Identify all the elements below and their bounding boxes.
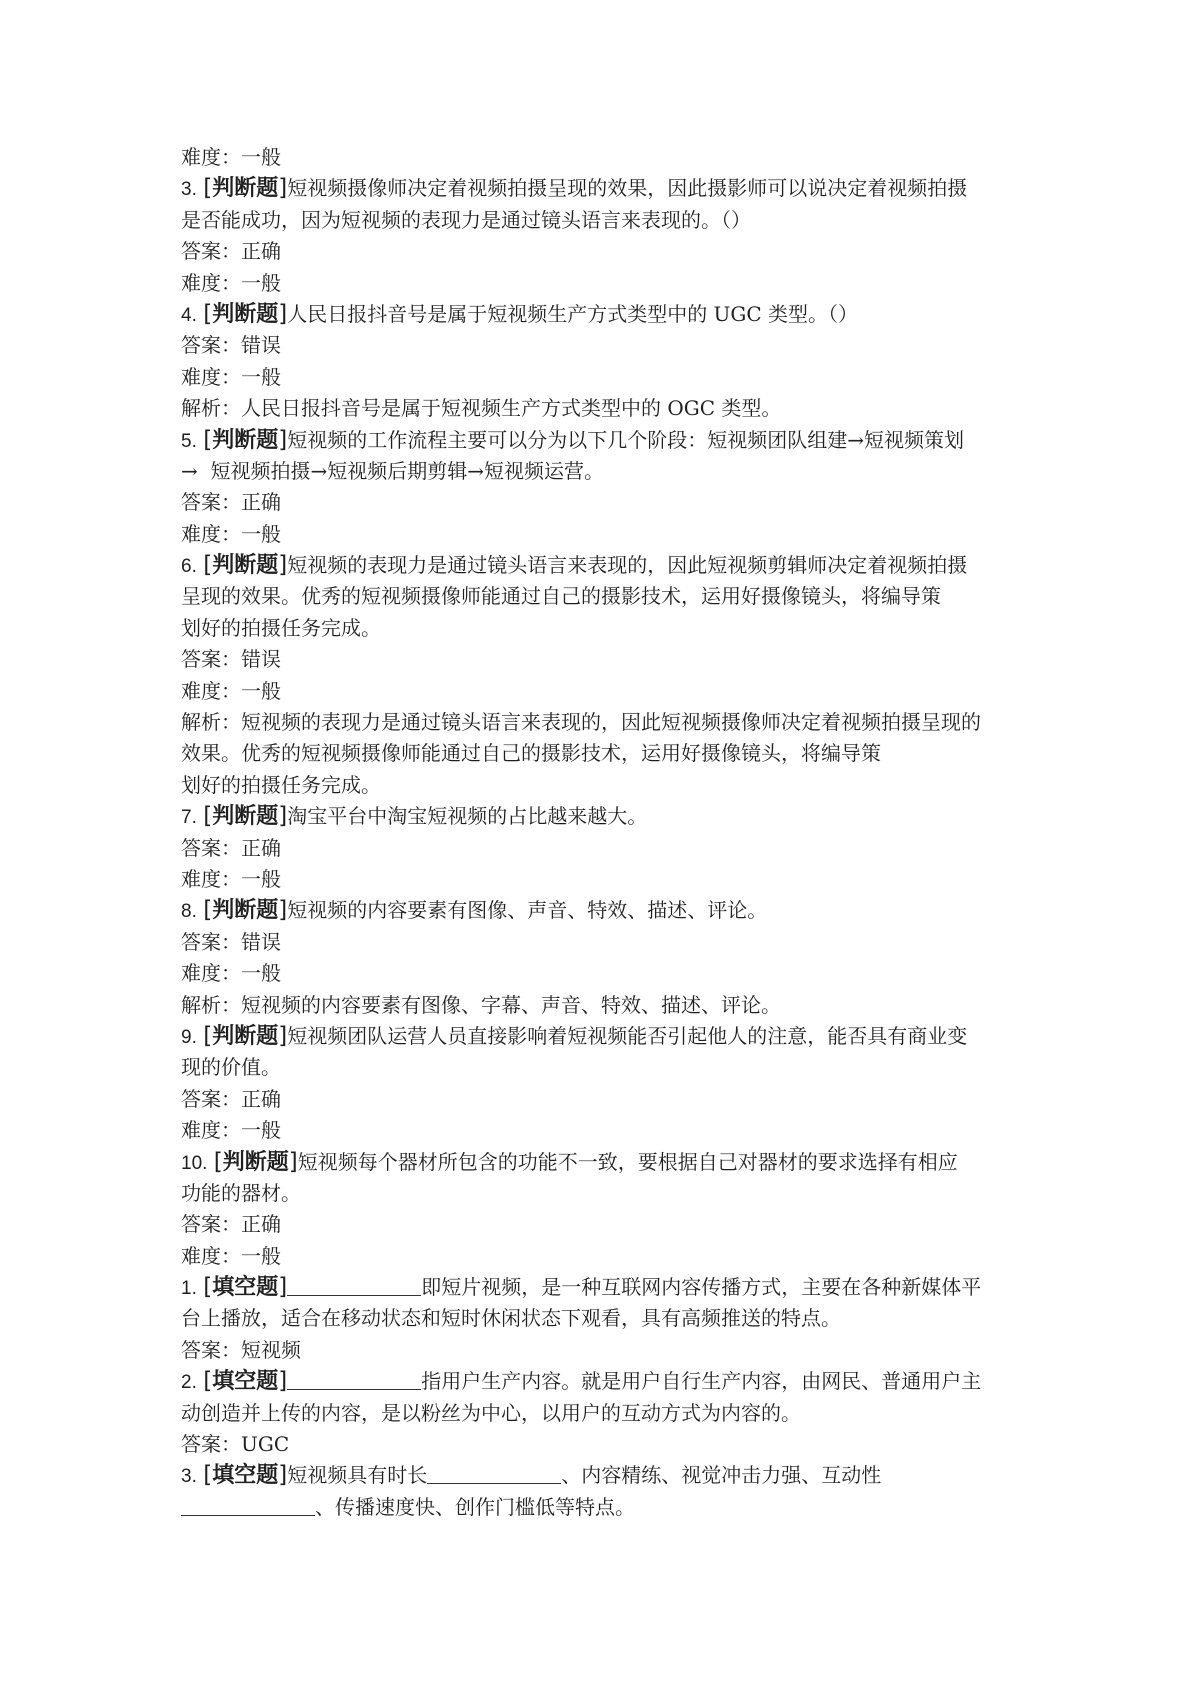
continuation-text: 效果。优秀的短视频摄像师能通过自己的摄影技术，运用好摄像镜头，将编导策 <box>181 741 881 766</box>
continuation-line <box>181 581 1021 612</box>
continuation-line <box>181 613 1021 644</box>
question-line <box>181 1147 1021 1178</box>
question-number: 8. <box>181 901 197 923</box>
info-text: 解析：短视频的内容要素有图像、字幕、声音、特效、描述、评论。 <box>181 992 781 1017</box>
question-line <box>181 1366 1021 1397</box>
info-line <box>181 1335 1021 1366</box>
question-text: 短视频具有时长 <box>287 1463 428 1488</box>
question-text: 淘宝平台中淘宝短视频的占比越来越大。 <box>287 804 648 829</box>
bracket-open: [ <box>203 1274 213 1301</box>
bracket-open: [ <box>213 1148 223 1175</box>
continuation-line <box>181 770 1021 801</box>
continuation-text: 划好的拍摄任务完成。 <box>181 772 381 797</box>
info-line <box>181 707 1021 738</box>
info-line <box>181 362 1021 393</box>
info-text: 答案：正确 <box>181 490 281 515</box>
info-line <box>181 142 1021 173</box>
question-number: 10. <box>181 1152 208 1174</box>
bracket-open: [ <box>203 1368 213 1395</box>
bracket-open: [ <box>203 803 213 830</box>
bracket-close: ] <box>278 175 288 202</box>
question-number: 7. <box>181 807 197 829</box>
question-text-cont: 、内容精练、视觉冲击力强、互动性 <box>561 1463 882 1488</box>
bracket-open: [ <box>203 426 213 453</box>
question-line <box>181 1021 1021 1052</box>
question-line <box>181 895 1021 926</box>
question-number: 5. <box>181 430 197 452</box>
continuation-line <box>181 1303 1021 1334</box>
info-text: 答案：错误 <box>181 647 281 672</box>
info-line <box>181 644 1021 675</box>
bracket-open: [ <box>203 175 213 202</box>
continuation-text: → 短视频拍摄→短视频后期剪辑→短视频运营。 <box>181 458 604 483</box>
question-type: 判断题 <box>212 427 279 453</box>
question-text: 短视频的内容要素有图像、声音、特效、描述、评论。 <box>287 898 768 923</box>
info-text: 答案：错误 <box>181 929 281 954</box>
question-line <box>181 1460 1021 1491</box>
info-line <box>181 393 1021 424</box>
bracket-close: ] <box>288 1148 298 1175</box>
info-text: 难度：一般 <box>181 1243 281 1268</box>
info-text: 难度：一般 <box>181 866 281 891</box>
continuation-text: 动创造并上传的内容，是以粉丝为中心，以用户的互动方式为内容的。 <box>181 1400 801 1425</box>
continuation-text: 功能的器材。 <box>181 1180 301 1205</box>
question-list <box>181 142 1021 1523</box>
bracket-close: ] <box>278 1022 288 1049</box>
question-number: 1. <box>181 1278 197 1300</box>
question-number: 3. <box>181 1466 197 1488</box>
continuation-line <box>181 1492 1021 1523</box>
question-line <box>181 1272 1021 1303</box>
question-type: 填空题 <box>212 1463 279 1489</box>
question-number: 2. <box>181 1372 197 1394</box>
info-line <box>181 487 1021 518</box>
bracket-close: ] <box>278 426 288 453</box>
bracket-close: ] <box>278 897 288 924</box>
continuation-text: 呈现的效果。优秀的短视频摄像师能通过自己的摄影技术，运用好摄像镜头，将编导策 <box>181 584 941 609</box>
question-type: 填空题 <box>212 1369 279 1395</box>
info-text: 答案：UGC <box>181 1432 290 1457</box>
info-text: 答案：正确 <box>181 1086 281 1111</box>
answer-blank <box>287 1273 421 1296</box>
continuation-text: 台上播放，适合在移动状态和短时休闲状态下观看，具有高频推送的特点。 <box>181 1306 841 1331</box>
question-type: 判断题 <box>212 301 279 327</box>
info-text: 难度：一般 <box>181 1118 281 1143</box>
info-text: 答案：短视频 <box>181 1337 301 1362</box>
question-type: 判断题 <box>212 553 279 579</box>
info-line <box>181 1209 1021 1240</box>
continuation-text: 现的价值。 <box>181 1055 281 1080</box>
info-text: 难度：一般 <box>181 961 281 986</box>
info-text: 难度：一般 <box>181 364 281 389</box>
question-line <box>181 425 1021 456</box>
info-text: 答案：正确 <box>181 835 281 860</box>
info-line <box>181 330 1021 361</box>
bracket-open: [ <box>203 1022 213 1049</box>
question-type: 判断题 <box>212 804 279 830</box>
question-line <box>181 801 1021 832</box>
question-type: 填空题 <box>212 1275 279 1301</box>
info-text: 答案：正确 <box>181 239 281 264</box>
question-text: 人民日报抖音号是属于短视频生产方式类型中的 UGC 类型。（） <box>287 301 859 326</box>
bracket-close: ] <box>278 552 288 579</box>
question-type: 判断题 <box>222 1149 289 1175</box>
bracket-close: ] <box>278 300 288 327</box>
info-line <box>181 1429 1021 1460</box>
info-text: 难度：一般 <box>181 678 281 703</box>
continuation-line <box>181 1052 1021 1083</box>
answer-blank <box>427 1461 561 1484</box>
info-line <box>181 676 1021 707</box>
question-number: 6. <box>181 556 197 578</box>
info-text: 答案：正确 <box>181 1212 281 1237</box>
continuation-line <box>181 1178 1021 1209</box>
answer-blank <box>287 1367 421 1390</box>
continuation-line <box>181 738 1021 769</box>
continuation-text: 划好的拍摄任务完成。 <box>181 615 381 640</box>
continuation-line <box>181 456 1021 487</box>
bracket-close: ] <box>278 1274 288 1301</box>
continuation-text: 、传播速度快、创作门槛低等特点。 <box>315 1494 635 1519</box>
bracket-close: ] <box>278 1462 288 1489</box>
bracket-close: ] <box>278 803 288 830</box>
info-text: 解析：人民日报抖音号是属于短视频生产方式类型中的 OGC 类型。 <box>181 396 782 421</box>
question-text: 短视频的表现力是通过镜头语言来表现的，因此短视频剪辑师决定着视频拍摄 <box>287 553 968 578</box>
bracket-open: [ <box>203 552 213 579</box>
info-line <box>181 958 1021 989</box>
info-line <box>181 236 1021 267</box>
question-text: 短视频的工作流程主要可以分为以下几个阶段：短视频团队组建→短视频策划 <box>287 427 964 452</box>
info-line <box>181 864 1021 895</box>
bracket-open: [ <box>203 897 213 924</box>
question-type: 判断题 <box>212 176 279 202</box>
info-line <box>181 1115 1021 1146</box>
bracket-open: [ <box>203 1462 213 1489</box>
question-line <box>181 550 1021 581</box>
info-text: 解析：短视频的表现力是通过镜头语言来表现的，因此短视频摄像师决定着视频拍摄呈现的 <box>181 710 981 735</box>
info-text: 难度：一般 <box>181 521 281 546</box>
continuation-line <box>181 1398 1021 1429</box>
info-line <box>181 1084 1021 1115</box>
question-number: 4. <box>181 304 197 326</box>
info-text: 难度：一般 <box>181 145 281 169</box>
answer-blank <box>181 1493 315 1516</box>
bracket-open: [ <box>203 300 213 327</box>
bracket-close: ] <box>278 1368 288 1395</box>
question-text: 短视频团队运营人员直接影响着短视频能否引起他人的注意，能否具有商业变 <box>287 1023 968 1048</box>
info-line <box>181 268 1021 299</box>
question-line <box>181 173 1021 204</box>
info-line <box>181 833 1021 864</box>
question-number: 3. <box>181 179 197 201</box>
question-line <box>181 299 1021 330</box>
question-text: 即短片视频，是一种互联网内容传播方式，主要在各种新媒体平 <box>421 1275 982 1300</box>
info-line <box>181 519 1021 550</box>
continuation-text: 是否能成功，因为短视频的表现力是通过镜头语言来表现的。（） <box>181 207 751 232</box>
info-text: 难度：一般 <box>181 270 281 295</box>
question-text: 短视频每个器材所包含的功能不一致，要根据自己对器材的要求选择有相应 <box>297 1149 958 1174</box>
question-number: 9. <box>181 1026 197 1048</box>
info-line <box>181 990 1021 1021</box>
info-text: 答案：错误 <box>181 333 281 358</box>
info-line <box>181 927 1021 958</box>
question-type: 判断题 <box>212 898 279 924</box>
question-type: 判断题 <box>212 1023 279 1049</box>
question-text: 指用户生产内容。就是用户自行生产内容，由网民、普通用户主 <box>421 1369 982 1394</box>
question-text: 短视频摄像师决定着视频拍摄呈现的效果，因此摄影师可以说决定着视频拍摄 <box>287 176 968 201</box>
info-line <box>181 1241 1021 1272</box>
continuation-line <box>181 205 1021 236</box>
